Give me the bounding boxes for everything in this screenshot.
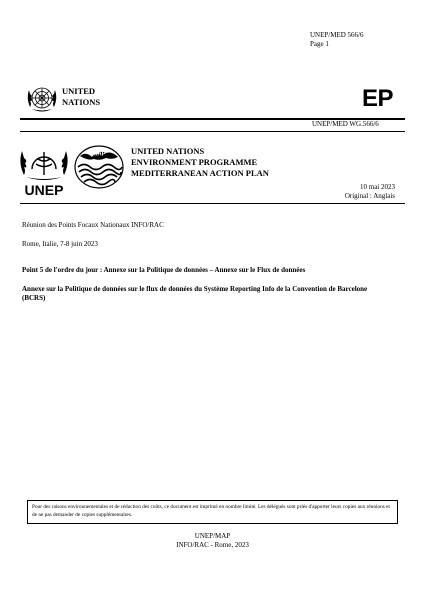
un-name [62,86,100,108]
map-logo-icon [72,143,126,191]
map-logo-text: MAP [92,151,106,158]
print-notice-box: Pour des raisons environnementales et de réduction des coûts, ce document est imprimé en nombre limité. Les délégués sont priés d'apporter leurs copies aux réunions et de ne pas demander de copies supplémentaires. [27,500,398,524]
footer-line1: UNEP/MAP [194,532,231,540]
unep-logo-text: UNEP [24,182,64,197]
document-symbol: UNEP/MED 566/6 [310,31,364,39]
header-divider-middle [20,131,405,132]
org-line2: ENVIRONMENT PROGRAMME [131,157,258,167]
header-divider-bottom [20,203,405,204]
original-language: Original : Anglais [344,192,395,200]
document-reference: UNEP/MED WG.566/6 [312,120,379,128]
org-line1: UNITED NATIONS [131,146,205,156]
footer-line2: INFO/RAC - Rome, 2023 [176,541,249,549]
un-name-line1: UNITED [62,86,96,96]
meeting-title: Réunion des Points Focaux Nationaux INFO/RAC [22,221,164,229]
document-meta [300,183,395,201]
annex-title: Annexe sur la Politique de données sur le flux de données du Système Reporting Info de la Convention de Barcelone (BCRS) [22,285,368,303]
agenda-item: Point 5 de l'ordre du jour : Annexe sur la Politique de données – Annexe sur le Flux de données [22,266,306,274]
language-code: EP [362,85,394,112]
page-number: Page 1 [310,40,329,48]
meeting-place-date: Rome, Italie, 7-8 juin 2023 [22,240,98,248]
un-name-line2: NATIONS [62,97,101,107]
organization-name [131,146,269,179]
document-date: 10 mai 2023 [360,183,395,191]
org-line3: MEDITERRANEAN ACTION PLAN [131,168,269,178]
un-emblem-icon [25,84,59,114]
document-header [310,31,363,49]
document-footer [0,532,425,550]
unep-logo-icon [16,141,72,197]
